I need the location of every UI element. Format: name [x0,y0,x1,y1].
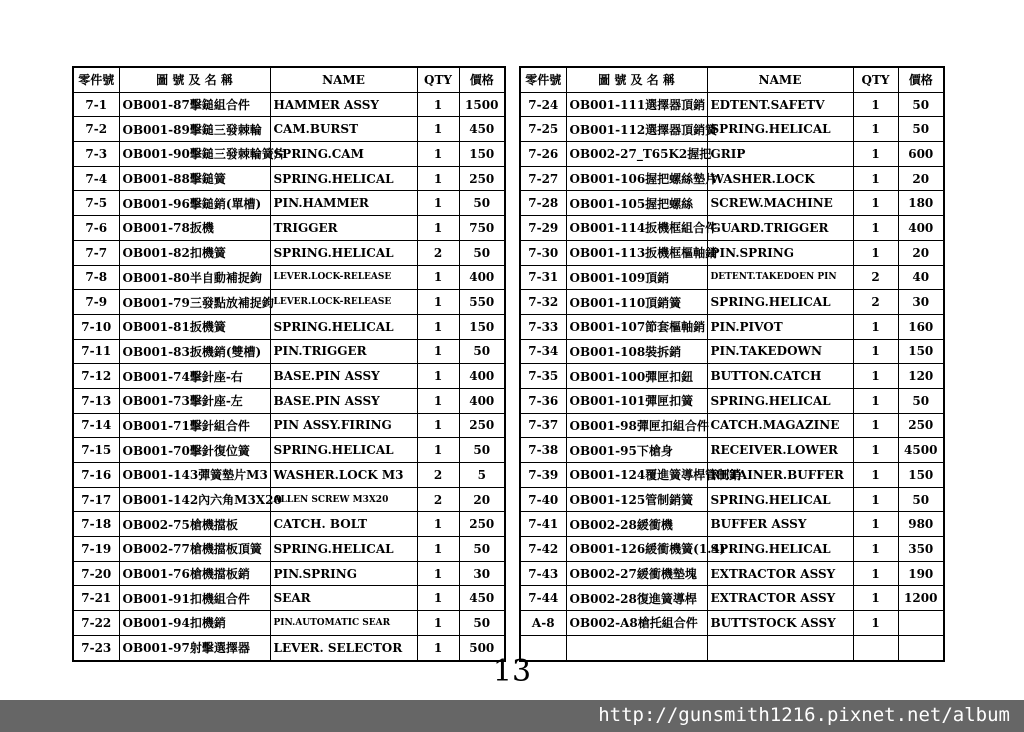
part-number-cell: 7-44 [520,586,566,611]
parts-table-left [72,66,506,662]
part-number-cell: 7-27 [520,166,566,191]
price-cell: 980 [898,512,944,537]
header-drawing-name: 圖 號 及 名 稱 [119,67,270,92]
name-cell: SPRING.HELICAL [270,314,417,339]
qty-cell: 1 [853,166,898,191]
name-cell: SPRING.HELICAL [270,438,417,463]
qty-cell: 1 [417,117,459,142]
part-number-cell: 7-25 [520,117,566,142]
name-cell: CAM.BURST [270,117,417,142]
name-cell: BUFFER ASSY [707,512,853,537]
name-cell: SPRING.HELICAL [707,117,853,142]
part-number-cell: A-8 [520,611,566,636]
price-cell: 50 [898,117,944,142]
name-cell: BASE.PIN ASSY [270,364,417,389]
part-number-cell: 7-43 [520,561,566,586]
name-cell: SPRING.HELICAL [270,537,417,562]
header-name: NAME [270,67,417,92]
price-cell: 550 [459,290,505,315]
drawing-name-cell: OB001-143彈簧墊片M3 [119,463,270,488]
drawing-name-cell: OB001-81扳機簧 [119,314,270,339]
name-cell: PIN.SPRING [707,240,853,265]
drawing-name-cell: OB001-94扣機銷 [119,611,270,636]
qty-cell: 2 [417,487,459,512]
drawing-name-cell: OB002-77槍機擋板頂簧 [119,537,270,562]
price-cell: 20 [898,166,944,191]
table-row [520,216,944,241]
name-cell: RECEIVER.LOWER [707,438,853,463]
table-row [520,512,944,537]
table-row [520,191,944,216]
part-number-cell: 7-34 [520,339,566,364]
table-row [73,117,505,142]
price-cell: 250 [459,512,505,537]
drawing-name-cell: OB002-27_T65K2握把 [566,142,707,167]
name-cell: WASHER.LOCK [707,166,853,191]
name-cell: PIN ASSY.FIRING [270,413,417,438]
table-row [520,463,944,488]
drawing-name-cell: OB001-83扳機銷(雙槽) [119,339,270,364]
qty-cell: 1 [853,487,898,512]
price-cell: 4500 [898,438,944,463]
qty-cell: 2 [853,290,898,315]
qty-cell: 1 [417,92,459,117]
page-number: 13 [492,654,532,689]
table-row [73,364,505,389]
table-row [73,92,505,117]
name-cell: SPRING.HELICAL [270,166,417,191]
name-cell: PIN.TAKEDOWN [707,339,853,364]
qty-cell: 1 [417,635,459,660]
price-cell: 120 [898,364,944,389]
part-number-cell: 7-31 [520,265,566,290]
part-number-cell: 7-23 [73,635,119,660]
qty-cell: 2 [417,463,459,488]
price-cell: 250 [898,413,944,438]
part-number-cell: 7-6 [73,216,119,241]
qty-cell: 1 [417,413,459,438]
table-row [73,438,505,463]
price-cell: 150 [459,142,505,167]
qty-cell: 1 [417,314,459,339]
footer-url: http://gunsmith1216.pixnet.net/album [598,704,1010,726]
header-qty: QTY [417,67,459,92]
qty-cell: 1 [417,561,459,586]
qty-cell: 1 [853,364,898,389]
drawing-name-cell: OB001-96擊鎚銷(單槽) [119,191,270,216]
price-cell: 750 [459,216,505,241]
part-number-cell: 7-10 [73,314,119,339]
drawing-name-cell: OB002-27緩衝機墊塊 [566,561,707,586]
table-row [73,413,505,438]
name-cell: SEAR [270,586,417,611]
price-cell: 150 [898,339,944,364]
qty-cell: 1 [417,364,459,389]
name-cell: ALLEN SCREW M3X20 [270,487,417,512]
part-number-cell: 7-41 [520,512,566,537]
drawing-name-cell: OB001-125管制銷簧 [566,487,707,512]
price-cell: 250 [459,166,505,191]
qty-cell: 1 [417,438,459,463]
part-number-cell: 7-14 [73,413,119,438]
qty-cell: 1 [853,142,898,167]
part-number-cell: 7-1 [73,92,119,117]
qty-cell: 1 [853,413,898,438]
qty-cell: 1 [417,388,459,413]
drawing-name-cell: OB002-28復進簧導桿 [566,586,707,611]
part-number-cell: 7-15 [73,438,119,463]
qty-cell: 1 [853,512,898,537]
qty-cell: 1 [417,166,459,191]
qty-cell: 1 [417,512,459,537]
name-cell: EXTRACTOR ASSY [707,586,853,611]
price-cell: 50 [459,240,505,265]
drawing-name-cell: OB001-90擊鎚三發棘輪簧片 [119,142,270,167]
table-row [73,463,505,488]
header-name: NAME [707,67,853,92]
drawing-name-cell: OB001-114扳機框組合件 [566,216,707,241]
header-price: 價格 [898,67,944,92]
part-number-cell: 7-30 [520,240,566,265]
table-row [520,117,944,142]
parts-table-right-body [520,92,944,660]
name-cell: PIN.AUTOMATIC SEAR [270,611,417,636]
part-number-cell: 7-36 [520,388,566,413]
part-number-cell: 7-8 [73,265,119,290]
part-number-cell: 7-2 [73,117,119,142]
price-cell: 350 [898,537,944,562]
qty-cell: 1 [853,216,898,241]
table-row [73,512,505,537]
price-cell: 50 [898,487,944,512]
qty-cell: 2 [853,265,898,290]
parts-table-left-body [73,92,505,660]
table-row [73,191,505,216]
price-cell: 30 [898,290,944,315]
price-cell: 20 [898,240,944,265]
part-number-cell: 7-12 [73,364,119,389]
drawing-name-cell: OB001-73擊針座-左 [119,388,270,413]
part-number-cell: 7-40 [520,487,566,512]
qty-cell: 1 [417,586,459,611]
part-number-cell: 7-9 [73,290,119,315]
price-cell: 600 [898,142,944,167]
drawing-name-cell: OB001-82扣機簧 [119,240,270,265]
price-cell: 250 [459,413,505,438]
qty-cell: 1 [853,586,898,611]
part-number-cell: 7-13 [73,388,119,413]
drawing-name-cell: OB001-113扳機框樞軸銷 [566,240,707,265]
price-cell: 180 [898,191,944,216]
table-row [520,166,944,191]
price-cell: 40 [898,265,944,290]
drawing-name-cell: OB001-76槍機擋板銷 [119,561,270,586]
qty-cell: 1 [417,191,459,216]
name-cell: SPRING.HELICAL [707,537,853,562]
qty-cell: 1 [853,561,898,586]
name-cell: SPRING.HELICAL [707,388,853,413]
part-number-cell: 7-37 [520,413,566,438]
name-cell: SPRING.HELICAL [707,290,853,315]
name-cell: LEVER. SELECTOR [270,635,417,660]
name-cell: SPRING.HELICAL [707,487,853,512]
drawing-name-cell: OB001-87擊鎚組合件 [119,92,270,117]
price-cell: 400 [459,265,505,290]
drawing-name-cell: OB001-91扣機組合件 [119,586,270,611]
name-cell: LEVER.LOCK-RELEASE [270,290,417,315]
drawing-name-cell: OB001-105握把螺絲 [566,191,707,216]
table-row [73,314,505,339]
table-header-row [73,67,505,92]
price-cell: 450 [459,117,505,142]
table-row [520,92,944,117]
table-row [520,314,944,339]
qty-cell: 1 [853,438,898,463]
qty-cell: 1 [853,388,898,413]
drawing-name-cell: OB001-74擊針座-右 [119,364,270,389]
price-cell [898,611,944,636]
table-row [73,388,505,413]
drawing-name-cell: OB001-80半自動補捉鉤 [119,265,270,290]
price-cell: 400 [898,216,944,241]
name-cell: PIN.PIVOT [707,314,853,339]
qty-cell: 1 [853,537,898,562]
table-row [73,265,505,290]
qty-cell: 1 [417,290,459,315]
price-cell: 50 [459,191,505,216]
name-cell: PIN.TRIGGER [270,339,417,364]
header-drawing-name: 圖 號 及 名 稱 [566,67,707,92]
table-row [73,216,505,241]
part-number-cell: 7-22 [73,611,119,636]
table-row [73,166,505,191]
drawing-name-cell: OB001-142內六角M3X20 [119,487,270,512]
price-cell: 50 [898,92,944,117]
table-row [520,438,944,463]
table-row [73,142,505,167]
part-number-cell: 7-42 [520,537,566,562]
name-cell: CATCH. BOLT [270,512,417,537]
header-part-no: 零件號 [520,67,566,92]
qty-cell: 1 [853,117,898,142]
table-row [73,586,505,611]
table-row [520,388,944,413]
table-row [73,561,505,586]
table-row [520,611,944,636]
name-cell: BUTTSTOCK ASSY [707,611,853,636]
drawing-name-cell: OB001-97射擊選擇器 [119,635,270,660]
qty-cell: 1 [417,142,459,167]
name-cell: EDTENT.SAFETV [707,92,853,117]
table-row [73,487,505,512]
drawing-name-cell: OB001-109頂銷 [566,265,707,290]
header-part-no: 零件號 [73,67,119,92]
drawing-name-cell: OB001-126緩衝機簧(1.4) [566,537,707,562]
drawing-name-cell: OB002-75槍機擋板 [119,512,270,537]
name-cell: CATCH.MAGAZINE [707,413,853,438]
table-row [73,339,505,364]
drawing-name-cell: OB001-110頂銷簧 [566,290,707,315]
part-number-cell: 7-38 [520,438,566,463]
name-cell: GRIP [707,142,853,167]
name-cell: PIN.SPRING [270,561,417,586]
price-cell: 30 [459,561,505,586]
price-cell: 50 [898,388,944,413]
drawing-name-cell: OB001-100彈匣扣鈕 [566,364,707,389]
drawing-name-cell: OB001-111選擇器頂銷 [566,92,707,117]
name-cell: TRIGGER [270,216,417,241]
table-row [520,290,944,315]
part-number-cell: 7-21 [73,586,119,611]
part-number-cell: 7-7 [73,240,119,265]
part-number-cell: 7-4 [73,166,119,191]
header-price: 價格 [459,67,505,92]
table-row [73,537,505,562]
qty-cell: 1 [417,339,459,364]
name-cell: GUARD.TRIGGER [707,216,853,241]
table-row [520,487,944,512]
price-cell: 20 [459,487,505,512]
table-row [73,240,505,265]
name-cell: RETAINER.BUFFER [707,463,853,488]
drawing-name-cell: OB001-89擊鎚三發棘輪 [119,117,270,142]
part-number-cell: 7-20 [73,561,119,586]
drawing-name-cell: OB002-A8槍托組合件 [566,611,707,636]
table-row [520,586,944,611]
qty-cell: 2 [417,240,459,265]
name-cell: BASE.PIN ASSY [270,388,417,413]
drawing-name-cell: OB001-101彈匣扣簧 [566,388,707,413]
part-number-cell: 7-26 [520,142,566,167]
part-number-cell: 7-33 [520,314,566,339]
qty-cell: 1 [853,191,898,216]
drawing-name-cell: OB001-70擊針復位簧 [119,438,270,463]
drawing-name-cell: OB001-124覆進簧導桿管制銷 [566,463,707,488]
table-row [520,561,944,586]
part-number-cell: 7-11 [73,339,119,364]
footer-bar [0,700,1024,732]
part-number-cell: 7-28 [520,191,566,216]
drawing-name-cell: OB002-28緩衝機 [566,512,707,537]
drawing-name-cell: OB001-98彈匣扣組合件 [566,413,707,438]
price-cell: 5 [459,463,505,488]
drawing-name-cell: OB001-108裝拆銷 [566,339,707,364]
table-row [520,339,944,364]
qty-cell: 1 [853,240,898,265]
drawing-name-cell: OB001-78扳機 [119,216,270,241]
price-cell: 500 [459,635,505,660]
table-row [73,611,505,636]
price-cell: 1500 [459,92,505,117]
part-number-cell: 7-5 [73,191,119,216]
table-row [520,413,944,438]
table-header-row [520,67,944,92]
name-cell: WASHER.LOCK M3 [270,463,417,488]
qty-cell: 1 [417,265,459,290]
qty-cell: 1 [853,339,898,364]
part-number-cell: 7-35 [520,364,566,389]
parts-table-right [519,66,945,662]
price-cell: 50 [459,339,505,364]
part-number-cell: 7-32 [520,290,566,315]
price-cell: 160 [898,314,944,339]
name-cell: LEVER.LOCK-RELEASE [270,265,417,290]
name-cell: DETENT.TAKEDOEN PIN [707,265,853,290]
qty-cell: 1 [417,216,459,241]
part-number-cell: 7-24 [520,92,566,117]
part-number-cell: 7-3 [73,142,119,167]
price-cell: 150 [459,314,505,339]
table-row [520,240,944,265]
price-cell: 50 [459,438,505,463]
price-cell: 150 [898,463,944,488]
table-row [520,537,944,562]
price-cell: 50 [459,611,505,636]
header-qty: QTY [853,67,898,92]
drawing-name-cell: OB001-95下槍身 [566,438,707,463]
price-cell: 450 [459,586,505,611]
name-cell: BUTTON.CATCH [707,364,853,389]
part-number-cell: 7-17 [73,487,119,512]
qty-cell: 1 [853,611,898,636]
table-row [520,265,944,290]
price-cell: 190 [898,561,944,586]
table-row [520,364,944,389]
name-cell: SCREW.MACHINE [707,191,853,216]
qty-cell: 1 [853,463,898,488]
part-number-cell: 7-39 [520,463,566,488]
qty-cell: 1 [853,92,898,117]
table-row [73,290,505,315]
name-cell: EXTRACTOR ASSY [707,561,853,586]
price-cell: 50 [459,537,505,562]
drawing-name-cell: OB001-71擊針組合件 [119,413,270,438]
name-cell: SPRING.CAM [270,142,417,167]
part-number-cell: 7-16 [73,463,119,488]
drawing-name-cell: OB001-106握把螺絲墊片 [566,166,707,191]
drawing-name-cell: OB001-79三發點放補捉鉤 [119,290,270,315]
part-number-cell: 7-18 [73,512,119,537]
table-row [520,142,944,167]
qty-cell: 1 [853,314,898,339]
price-cell: 400 [459,388,505,413]
name-cell: HAMMER ASSY [270,92,417,117]
drawing-name-cell: OB001-88擊鎚簧 [119,166,270,191]
part-number-cell: 7-19 [73,537,119,562]
price-cell: 1200 [898,586,944,611]
price-cell: 400 [459,364,505,389]
qty-cell: 1 [417,537,459,562]
qty-cell: 1 [417,611,459,636]
name-cell: PIN.HAMMER [270,191,417,216]
name-cell: SPRING.HELICAL [270,240,417,265]
drawing-name-cell: OB001-112選擇器頂銷簧 [566,117,707,142]
part-number-cell: 7-29 [520,216,566,241]
drawing-name-cell: OB001-107節套樞軸銷 [566,314,707,339]
